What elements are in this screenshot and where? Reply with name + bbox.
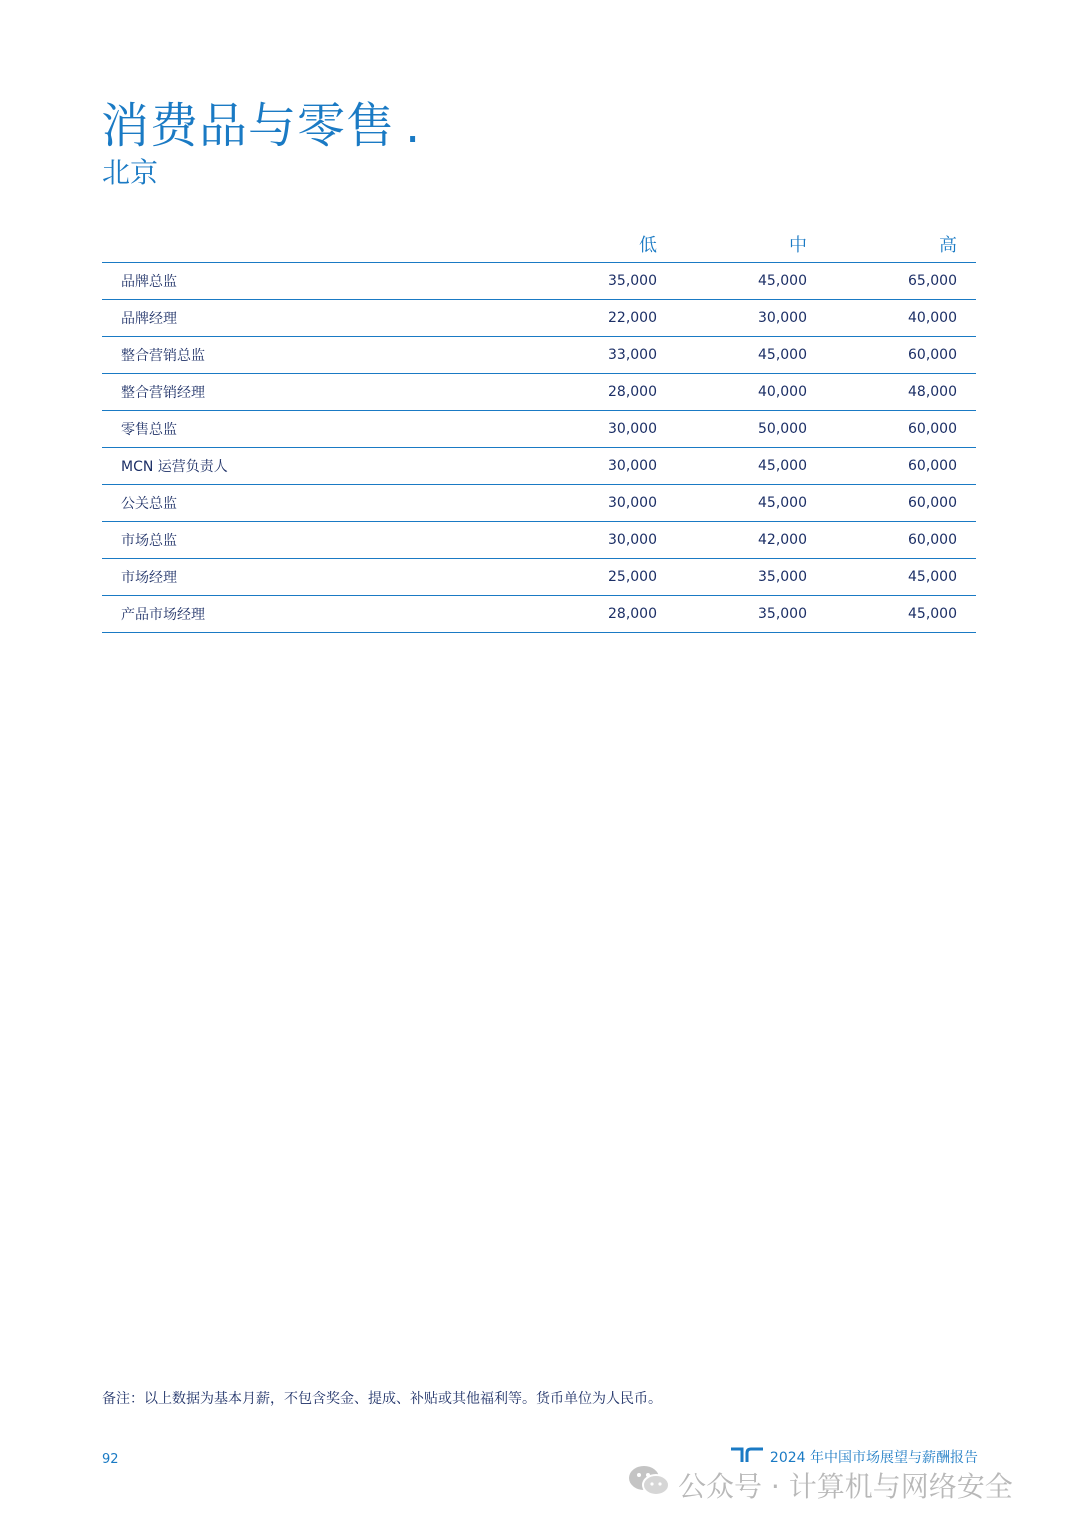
row-high: 60,000 bbox=[908, 347, 957, 363]
row-mid: 45,000 bbox=[758, 273, 807, 289]
row-mid: 45,000 bbox=[758, 495, 807, 511]
row-high: 60,000 bbox=[908, 495, 957, 511]
row-mid: 35,000 bbox=[758, 569, 807, 585]
row-high: 40,000 bbox=[908, 310, 957, 326]
row-low: 33,000 bbox=[608, 347, 657, 363]
row-role: 产品市场经理 bbox=[121, 607, 205, 623]
wechat-icon bbox=[628, 1464, 670, 1505]
row-high: 60,000 bbox=[908, 532, 957, 548]
row-role: 整合营销总监 bbox=[121, 348, 205, 364]
row-mid: 45,000 bbox=[758, 347, 807, 363]
row-low: 30,000 bbox=[608, 458, 657, 474]
row-low: 30,000 bbox=[608, 495, 657, 511]
row-low: 28,000 bbox=[608, 384, 657, 400]
row-low: 22,000 bbox=[608, 310, 657, 326]
row-mid: 50,000 bbox=[758, 421, 807, 437]
row-role: MCN 运营负责人 bbox=[121, 459, 228, 475]
row-role: 市场总监 bbox=[121, 533, 177, 549]
row-role: 品牌经理 bbox=[121, 311, 177, 327]
table-row bbox=[102, 337, 976, 374]
row-role: 公关总监 bbox=[121, 496, 177, 512]
row-low: 30,000 bbox=[608, 421, 657, 437]
row-role: 品牌总监 bbox=[121, 274, 177, 290]
row-mid: 40,000 bbox=[758, 384, 807, 400]
page-title-dot: . bbox=[405, 98, 422, 154]
table-row bbox=[102, 300, 976, 337]
row-mid: 45,000 bbox=[758, 458, 807, 474]
row-low: 30,000 bbox=[608, 532, 657, 548]
row-mid: 42,000 bbox=[758, 532, 807, 548]
watermark-text: 公众号 · 计算机与网络安全 bbox=[678, 1469, 1013, 1503]
row-low: 28,000 bbox=[608, 606, 657, 622]
page-number: 92 bbox=[102, 1452, 119, 1467]
salary-table bbox=[102, 226, 976, 633]
report-title: 2024 年中国市场展望与薪酬报告 bbox=[769, 1450, 978, 1466]
page-subtitle: 北京 bbox=[102, 156, 159, 189]
row-role: 整合营销经理 bbox=[121, 385, 205, 401]
row-role: 市场经理 bbox=[121, 570, 177, 586]
row-high: 65,000 bbox=[908, 273, 957, 289]
table-row bbox=[102, 485, 976, 522]
table-row bbox=[102, 263, 976, 300]
watermark bbox=[628, 1464, 1013, 1505]
table-header bbox=[102, 226, 976, 263]
table-row bbox=[102, 411, 976, 448]
header-mid: 中 bbox=[789, 235, 807, 256]
row-role: 零售总监 bbox=[121, 422, 177, 438]
page-title bbox=[101, 96, 421, 156]
table-body bbox=[102, 263, 976, 633]
row-low: 35,000 bbox=[608, 273, 657, 289]
row-low: 25,000 bbox=[608, 569, 657, 585]
page-title-text: 消费品与零售 bbox=[101, 98, 396, 154]
row-high: 60,000 bbox=[908, 421, 957, 437]
table-row bbox=[102, 559, 976, 596]
row-high: 48,000 bbox=[908, 384, 957, 400]
table-row bbox=[102, 448, 976, 485]
row-high: 60,000 bbox=[908, 458, 957, 474]
row-mid: 35,000 bbox=[758, 606, 807, 622]
header-low: 低 bbox=[639, 235, 657, 256]
table-row bbox=[102, 596, 976, 633]
table-row bbox=[102, 374, 976, 411]
row-mid: 30,000 bbox=[758, 310, 807, 326]
row-high: 45,000 bbox=[908, 606, 957, 622]
footnote: 备注：以上数据为基本月薪，不包含奖金、提成、补贴或其他福利等。货币单位为人民币。 bbox=[102, 1391, 662, 1407]
row-high: 45,000 bbox=[908, 569, 957, 585]
header-high: 高 bbox=[939, 235, 957, 256]
table-row bbox=[102, 522, 976, 559]
